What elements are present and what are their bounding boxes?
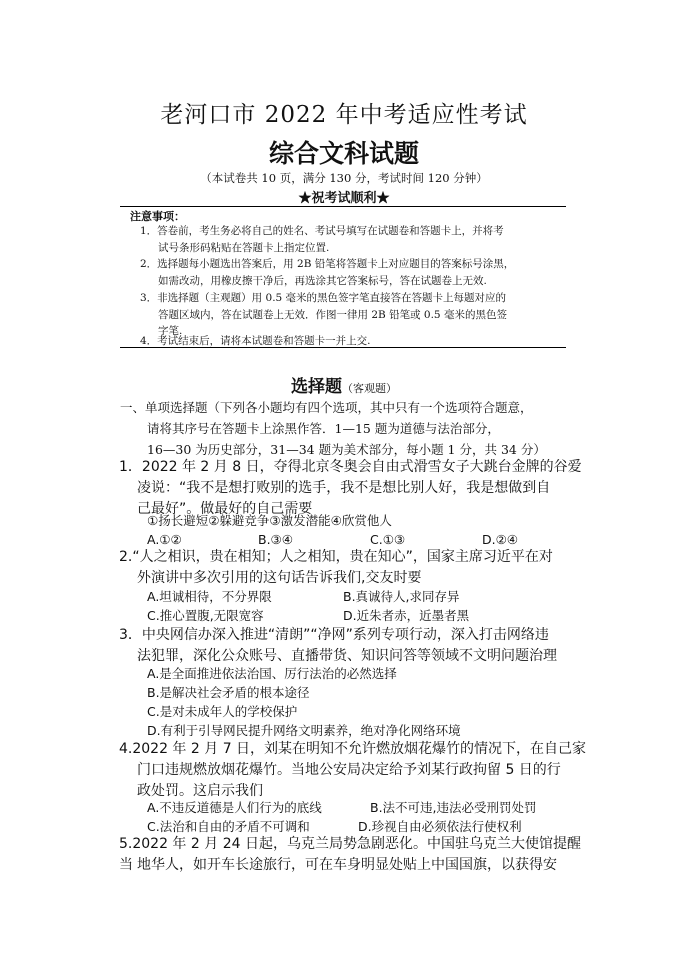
question-2-line: 2.“人之相识，贵在相知；人之相知，贵在知心”，国家主席习近平在对 — [119, 549, 553, 565]
notice-line: 4．考试结束后，请将本试题卷和答题卡一并上交. — [140, 335, 371, 347]
question-1-line: 己最好”。做最好的自己需要 — [137, 501, 313, 517]
question-5-line: 地华人，如开车长途旅行，可在车身明显处贴上中国国旗，以获得安 — [137, 857, 557, 873]
question-2-option-a[interactable]: A.坦诚相待，不分界限 — [147, 589, 272, 604]
question-1-line: 1．2022 年 2 月 8 日，夺得北京冬奥会自由式滑雪女子大跳台金牌的谷爱 — [119, 459, 582, 475]
exam-meta: （本试卷共 10 页，满分 130 分，考试时间 120 分钟） — [200, 171, 488, 185]
notice-line: 1．答卷前，考生务必将自己的姓名、考试号填写在试题卷和答题卡上，并将考 — [140, 225, 504, 237]
subject-title: 综合文科试题 — [268, 139, 419, 168]
notice-line: 2．选择题每小题选出答案后，用 2B 铅笔将答题卡上对应题目的答案标号涂黑， — [140, 258, 515, 270]
question-4-line: 门口违规燃放烟花爆竹。当地公安局决定给予刘某行政拘留 5 日的行 — [137, 762, 561, 778]
question-1-statements: ①扬长避短②躲避竞争③激发潜能④欣赏他人 — [147, 513, 392, 528]
notice-line: 答题区域内，答在试题卷上无效．作图一律用 2B 铅笔或 0.5 毫米的黑色签 — [158, 309, 507, 321]
section-title — [0, 372, 688, 397]
question-2-option-d[interactable]: D.近朱者赤，近墨者黑 — [343, 608, 470, 623]
section-subtitle: （客观题） — [342, 382, 397, 395]
question-5-line: 5.2022 年 2 月 24 日起，乌克兰局势急剧恶化。中国驻乌克兰大使馆提醒当 — [119, 836, 581, 873]
notice-title: 注意事项： — [130, 210, 185, 223]
question-3-option-b[interactable]: B.是解决社会矛盾的根本途径 — [147, 685, 310, 700]
question-4-option-c[interactable]: C.法治和自由的矛盾不可调和 — [147, 819, 310, 834]
question-1-option-c[interactable]: C.①③ — [370, 532, 406, 547]
question-4-line: 政处罚。这启示我们 — [137, 783, 263, 799]
question-2-line: 外演讲中多次引用的这句话告诉我们,交友时要 — [137, 570, 422, 586]
question-1-option-a[interactable]: A.①② — [147, 532, 182, 547]
question-4-option-b[interactable]: B.法不可违,违法必受刑罚处罚 — [370, 800, 537, 815]
question-4-option-a[interactable]: A.不违反道德是人们行为的底线 — [147, 800, 322, 815]
section-intro-line: 请将其序号在答题卡上涂黑作答．1—15 题为道德与法治部分， — [147, 421, 500, 436]
question-3-line: 3．中央网信办深入推进“清朗”“净网”系列专项行动，深入打击网络违 — [119, 627, 549, 643]
question-1-option-d[interactable]: D.②④ — [482, 532, 519, 547]
notice-line: 字笔. — [158, 325, 183, 337]
section-intro-line: 16—30 为历史部分，31—34 题为美术部分，每小题 1 分，共 34 分） — [147, 442, 546, 457]
question-4-option-d[interactable]: D.珍视自由必须依法行使权利 — [358, 819, 522, 834]
question-4-line: 4.2022 年 2 月 7 日，刘某在明知不允许燃放烟花爆竹的情况下，在自己家 — [119, 741, 587, 757]
question-3-option-c[interactable]: C.是对未成年人的学校保护 — [147, 704, 298, 719]
question-3-line: 法犯罪，深化公众账号、直播带货、知识问答等领域不文明问题治理 — [137, 648, 557, 664]
exam-title: 老河口市 2022 年中考适应性考试 — [160, 102, 528, 128]
question-2-option-c[interactable]: C.推心置腹,无限宽容 — [147, 608, 264, 623]
good-luck-banner: ★祝考试顺利★ — [298, 191, 390, 206]
question-3-option-a[interactable]: A.是全面推进依法治国、厉行法治的必然选择 — [147, 666, 397, 681]
notice-line: 3．非选择题（主观题）用 0.5 毫米的黑色签字笔直接答在答题卡上每题对应的 — [140, 292, 507, 304]
question-1-line: 凌说：“我不是想打败别的选手，我不是想比别人好，我是想做到自 — [137, 480, 551, 496]
notice-line: 试号条形码粘贴在答题卡上指定位置. — [158, 242, 330, 254]
question-2-option-b[interactable]: B.真诚待人,求同存异 — [343, 589, 460, 604]
question-3-option-d[interactable]: D.有利于引导网民提升网络文明素养，绝对净化网络环境 — [147, 723, 461, 738]
section-title-text: 选择题 — [291, 377, 342, 397]
notice-line: 如需改动，用橡皮擦干净后，再选涂其它答案标号，答在试题卷上无效. — [158, 275, 487, 287]
section-intro-line: 一、单项选择题（下列各小题均有四个选项，其中只有一个选项符合题意， — [120, 400, 533, 415]
question-1-option-b[interactable]: B.③④ — [258, 532, 293, 547]
